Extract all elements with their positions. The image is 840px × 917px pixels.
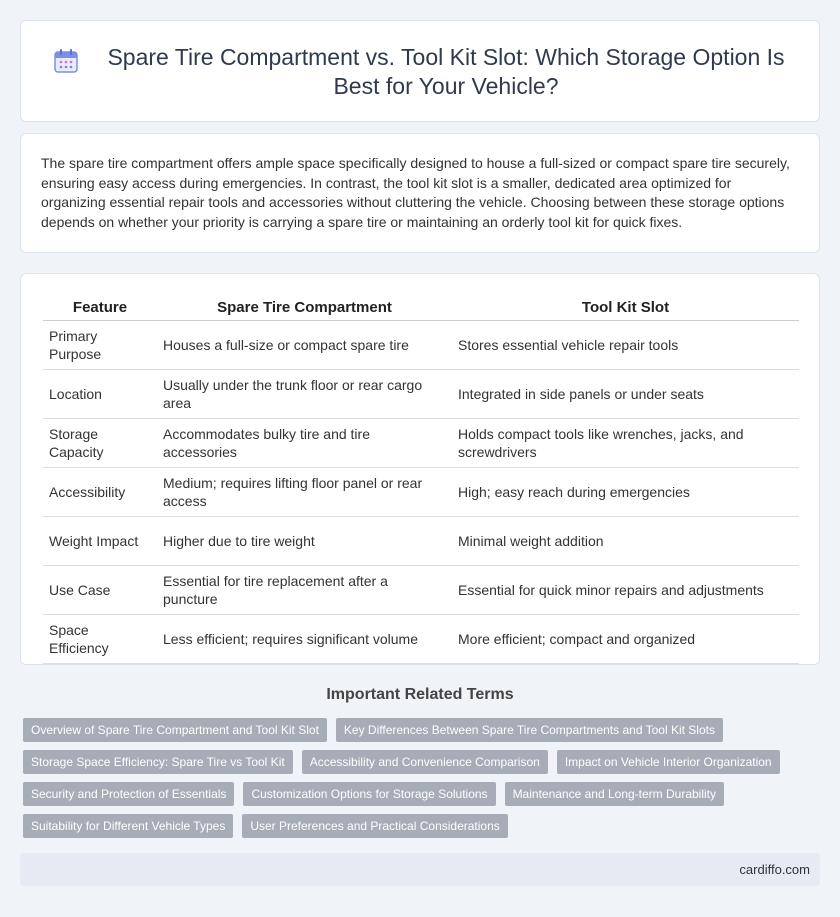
- table-row: [43, 467, 799, 516]
- tool-kit-cell: Stores essential vehicle repair tools: [452, 320, 799, 369]
- spare-tire-cell: Higher due to tire weight: [157, 516, 452, 565]
- related-term-tag[interactable]: Storage Space Efficiency: Spare Tire vs Tool Kit: [23, 750, 293, 774]
- feature-cell: Location: [43, 369, 157, 418]
- table-row: [43, 369, 799, 418]
- title-card: [20, 20, 820, 122]
- related-terms-title: Important Related Terms: [326, 686, 514, 703]
- related-term-tag[interactable]: Overview of Spare Tire Compartment and Tool Kit Slot: [23, 718, 327, 742]
- tool-kit-cell: Integrated in side panels or under seats: [452, 369, 799, 418]
- feature-cell: Space Efficiency: [43, 614, 157, 663]
- related-term-tag[interactable]: Impact on Vehicle Interior Organization: [557, 750, 780, 774]
- footer-site-link[interactable]: cardiffo.com: [739, 862, 810, 877]
- intro-card: [20, 133, 820, 253]
- tool-kit-cell: Holds compact tools like wrenches, jacks, and screwdrivers: [452, 418, 799, 467]
- table-row: [43, 614, 799, 663]
- related-term-tag[interactable]: Maintenance and Long-term Durability: [505, 782, 724, 806]
- tool-kit-cell: Essential for quick minor repairs and adjustments: [452, 565, 799, 614]
- spare-tire-cell: Houses a full-size or compact spare tire: [157, 320, 452, 369]
- feature-cell: Primary Purpose: [43, 320, 157, 369]
- related-term-tag[interactable]: Key Differences Between Spare Tire Compartments and Tool Kit Slots: [336, 718, 723, 742]
- spare-tire-cell: Accommodates bulky tire and tire accessories: [157, 418, 452, 467]
- feature-cell: Accessibility: [43, 467, 157, 516]
- related-term-tag[interactable]: Suitability for Different Vehicle Types: [23, 814, 233, 838]
- header-spare-tire: Spare Tire Compartment: [157, 296, 452, 320]
- tool-kit-cell: Minimal weight addition: [452, 516, 799, 565]
- spare-tire-cell: Usually under the trunk floor or rear cargo area: [157, 369, 452, 418]
- related-term-tag[interactable]: Accessibility and Convenience Comparison: [302, 750, 548, 774]
- table-row: [43, 565, 799, 614]
- spare-tire-cell: Medium; requires lifting floor panel or rear access: [157, 467, 452, 516]
- table-header-row: [43, 296, 799, 320]
- feature-cell: Weight Impact: [43, 516, 157, 565]
- comparison-table: [43, 296, 799, 664]
- table-row: [43, 418, 799, 467]
- calendar-icon: [51, 46, 81, 76]
- related-term-tag[interactable]: Customization Options for Storage Solutions: [243, 782, 495, 806]
- tool-kit-cell: High; easy reach during emergencies: [452, 467, 799, 516]
- feature-cell: Storage Capacity: [43, 418, 157, 467]
- related-terms-list: [23, 718, 823, 838]
- spare-tire-cell: Less efficient; requires significant volume: [157, 614, 452, 663]
- header-feature: Feature: [43, 296, 157, 320]
- header-tool-kit: Tool Kit Slot: [452, 296, 799, 320]
- related-term-tag[interactable]: Security and Protection of Essentials: [23, 782, 234, 806]
- intro-paragraph: The spare tire compartment offers ample space specifically designed to house a full-sized or compact spare tire securely, ensuring easy access during emergencies. In contrast, the tool kit slot is a smaller, dedicated area optimized for organizing essential repair tools and accessories without cluttering the vehicle. Choosing between these storage options depends on whether your priority is carrying a spare tire or maintaining an orderly tool kit for quick fixes.: [41, 155, 790, 230]
- feature-cell: Use Case: [43, 565, 157, 614]
- spare-tire-cell: Essential for tire replacement after a puncture: [157, 565, 452, 614]
- footer: [20, 853, 820, 886]
- table-row: [43, 516, 799, 565]
- tool-kit-cell: More efficient; compact and organized: [452, 614, 799, 663]
- page-title: Spare Tire Compartment vs. Tool Kit Slot: Which Storage Option Is Best for Your Vehicle?: [107, 44, 785, 99]
- related-term-tag[interactable]: User Preferences and Practical Considerations: [242, 814, 507, 838]
- comparison-card: [20, 273, 820, 665]
- table-row: [43, 320, 799, 369]
